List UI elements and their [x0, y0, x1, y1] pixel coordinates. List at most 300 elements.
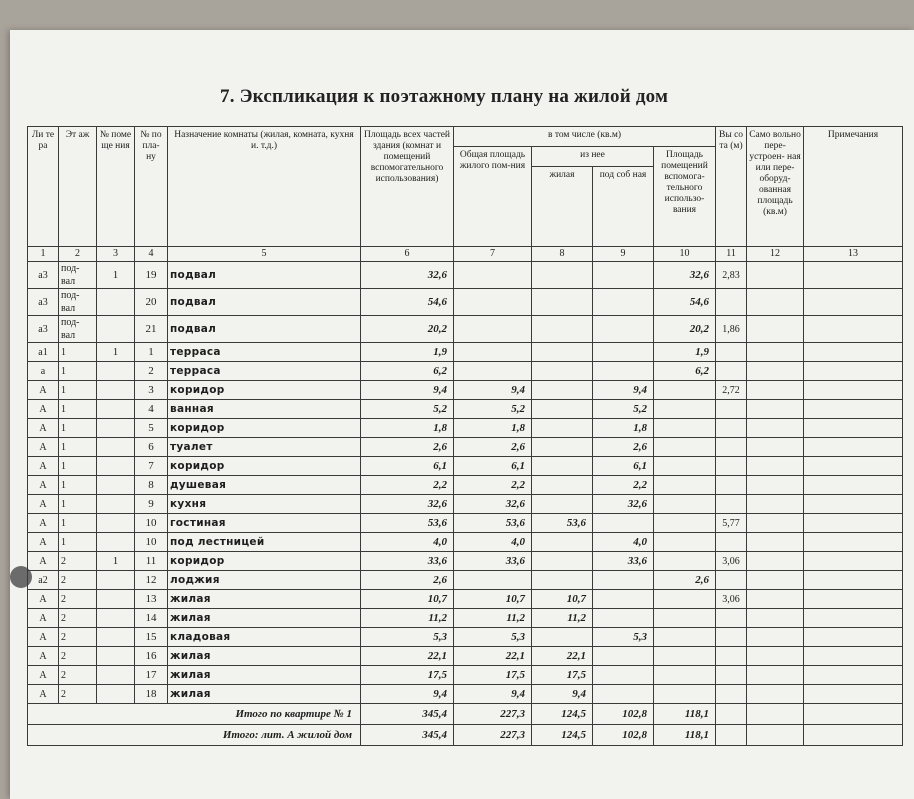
cell-height: 1,86 [716, 316, 747, 343]
explication-table [27, 126, 903, 746]
cell-general-area [454, 343, 532, 362]
cell-aux-use-area [654, 590, 716, 609]
cell-plan-number: 8 [135, 476, 168, 495]
cell-height [716, 666, 747, 685]
cell-room-number [97, 381, 135, 400]
cell-living-area: 53,6 [532, 514, 593, 533]
cell-floor: 2 [59, 666, 97, 685]
cell-notes [804, 590, 903, 609]
cell-plan-number: 19 [135, 262, 168, 289]
cell-aux-use-area [654, 495, 716, 514]
col-number: 12 [747, 247, 804, 262]
cell-notes [804, 457, 903, 476]
cell-notes [804, 362, 903, 381]
cell-litera: а [28, 362, 59, 381]
col-number: 6 [361, 247, 454, 262]
cell-litera: А [28, 400, 59, 419]
cell-litera: А [28, 552, 59, 571]
col-number: 7 [454, 247, 532, 262]
cell-living-area [532, 343, 593, 362]
cell-floor: 1 [59, 457, 97, 476]
cell-notes [804, 609, 903, 628]
cell-total-area: 1,9 [361, 343, 454, 362]
cell-plan-number: 13 [135, 590, 168, 609]
cell-general-area: 9,4 [454, 685, 532, 704]
cell-notes [804, 552, 903, 571]
table-row [28, 533, 903, 552]
cell-floor: 2 [59, 685, 97, 704]
cell-room-purpose: гостиная [168, 514, 361, 533]
apartment-total-label: Итого по квартире № 1 [28, 704, 361, 725]
cell-floor: 1 [59, 419, 97, 438]
table-row [28, 381, 903, 400]
cell-living-area [532, 400, 593, 419]
apartment-total-row [28, 704, 903, 725]
cell-room-purpose: душевая [168, 476, 361, 495]
cell-floor: 2 [59, 647, 97, 666]
col-header-9: под соб ная [593, 167, 654, 247]
col-number: 8 [532, 247, 593, 262]
cell-living-area [532, 571, 593, 590]
table-row [28, 590, 903, 609]
cell-plan-number: 7 [135, 457, 168, 476]
cell-litera: А [28, 495, 59, 514]
col-number: 9 [593, 247, 654, 262]
cell-notes [804, 533, 903, 552]
cell-redeveloped-area [747, 438, 804, 457]
cell-redeveloped-area [747, 400, 804, 419]
cell-notes [804, 685, 903, 704]
cell-plan-number: 2 [135, 362, 168, 381]
cell-plan-number: 11 [135, 552, 168, 571]
cell-total-area: 9,4 [361, 381, 454, 400]
cell-floor: 1 [59, 495, 97, 514]
cell-room-number [97, 400, 135, 419]
cell-living-area [532, 289, 593, 316]
cell-room-purpose: жилая [168, 685, 361, 704]
cell-room-purpose: коридор [168, 552, 361, 571]
column-numbers-row [28, 247, 903, 262]
cell-total-area: 5,2 [361, 400, 454, 419]
total-aux-use: 118,1 [654, 725, 716, 746]
total-living-area: 227,3 [454, 725, 532, 746]
cell-height [716, 571, 747, 590]
cell-room-purpose: жилая [168, 609, 361, 628]
cell-room-number [97, 685, 135, 704]
col-number: 5 [168, 247, 361, 262]
cell-auxiliary-area [593, 514, 654, 533]
cell-plan-number: 14 [135, 609, 168, 628]
cell-general-area [454, 571, 532, 590]
cell-room-number [97, 533, 135, 552]
table-row [28, 419, 903, 438]
cell-auxiliary-area [593, 262, 654, 289]
cell-litera: А [28, 457, 59, 476]
cell-auxiliary-area [593, 362, 654, 381]
cell-notes [804, 316, 903, 343]
col-number: 13 [804, 247, 903, 262]
cell-total-area: 6,1 [361, 457, 454, 476]
cell-height: 2,72 [716, 381, 747, 400]
cell-room-purpose: ванная [168, 400, 361, 419]
cell-room-number [97, 362, 135, 381]
cell-general-area [454, 362, 532, 381]
cell-general-area [454, 262, 532, 289]
table-row [28, 362, 903, 381]
col-header-group: в том числе (кв.м) [454, 127, 716, 147]
cell-room-number [97, 571, 135, 590]
table-row [28, 343, 903, 362]
total-living: 124,5 [532, 725, 593, 746]
cell-height: 3,06 [716, 590, 747, 609]
col-header-8: жилая [532, 167, 593, 247]
total-area: 345,4 [361, 704, 454, 725]
cell-auxiliary-area: 2,2 [593, 476, 654, 495]
cell-general-area: 5,2 [454, 400, 532, 419]
cell-total-area: 4,0 [361, 533, 454, 552]
cell-general-area: 17,5 [454, 666, 532, 685]
cell-litera: а1 [28, 343, 59, 362]
cell-room-purpose: жилая [168, 647, 361, 666]
cell-total-area: 33,6 [361, 552, 454, 571]
cell-total-area: 53,6 [361, 514, 454, 533]
cell-floor: 2 [59, 552, 97, 571]
cell-living-area [532, 381, 593, 400]
cell-general-area [454, 289, 532, 316]
cell-aux-use-area [654, 666, 716, 685]
cell-redeveloped-area [747, 514, 804, 533]
table-row [28, 289, 903, 316]
cell-auxiliary-area [593, 647, 654, 666]
cell-living-area: 9,4 [532, 685, 593, 704]
cell-floor: 1 [59, 362, 97, 381]
cell-aux-use-area [654, 647, 716, 666]
cell-plan-number: 16 [135, 647, 168, 666]
cell-room-number [97, 316, 135, 343]
cell-aux-use-area: 20,2 [654, 316, 716, 343]
cell-general-area: 5,3 [454, 628, 532, 647]
table-row [28, 552, 903, 571]
table-row [28, 647, 903, 666]
cell-room-number [97, 647, 135, 666]
cell-plan-number: 17 [135, 666, 168, 685]
cell-total-area: 32,6 [361, 495, 454, 514]
cell-room-purpose: лоджия [168, 571, 361, 590]
cell-room-purpose: под лестницей [168, 533, 361, 552]
cell-living-area [532, 362, 593, 381]
total-area: 345,4 [361, 725, 454, 746]
cell-litera: А [28, 438, 59, 457]
cell-auxiliary-area [593, 666, 654, 685]
cell-total-area: 6,2 [361, 362, 454, 381]
cell-total-area: 5,3 [361, 628, 454, 647]
cell-plan-number: 21 [135, 316, 168, 343]
col-number: 4 [135, 247, 168, 262]
cell-living-area [532, 316, 593, 343]
col-header-subgroup: из нее [532, 147, 654, 167]
cell-general-area: 9,4 [454, 381, 532, 400]
cell-room-number [97, 476, 135, 495]
cell-auxiliary-area [593, 289, 654, 316]
cell-total-area: 9,4 [361, 685, 454, 704]
cell-notes [804, 514, 903, 533]
cell-room-number: 1 [97, 552, 135, 571]
cell-auxiliary-area: 5,3 [593, 628, 654, 647]
cell-redeveloped-area [747, 590, 804, 609]
cell-height [716, 685, 747, 704]
cell-room-number [97, 419, 135, 438]
table-row [28, 571, 903, 590]
cell-total-area: 2,6 [361, 438, 454, 457]
cell-height [716, 419, 747, 438]
table-row [28, 628, 903, 647]
cell-general-area: 1,8 [454, 419, 532, 438]
cell-redeveloped-area [747, 533, 804, 552]
cell-redeveloped-area [747, 419, 804, 438]
cell-total-area: 2,6 [361, 571, 454, 590]
cell-floor: 1 [59, 343, 97, 362]
cell-living-area [532, 457, 593, 476]
cell-aux-use-area [654, 685, 716, 704]
cell-plan-number: 20 [135, 289, 168, 316]
col-header-6: Площадь всех частей здания (комнат и помещений вспомогательного использования) [361, 127, 454, 247]
cell-notes [804, 419, 903, 438]
cell-aux-use-area [654, 609, 716, 628]
col-number: 3 [97, 247, 135, 262]
cell-litera: А [28, 514, 59, 533]
cell-total-area: 32,6 [361, 262, 454, 289]
total-living: 124,5 [532, 704, 593, 725]
cell-aux-use-area [654, 552, 716, 571]
cell-auxiliary-area: 6,1 [593, 457, 654, 476]
col-header-10: Площадь помещений вспомога- тельного использо- вания [654, 147, 716, 247]
cell-redeveloped-area [747, 685, 804, 704]
cell-aux-use-area [654, 381, 716, 400]
cell-floor: 1 [59, 381, 97, 400]
cell-room-number [97, 514, 135, 533]
cell-notes [804, 571, 903, 590]
table-row [28, 514, 903, 533]
cell-aux-use-area: 6,2 [654, 362, 716, 381]
col-header-13: Примечания [804, 127, 903, 247]
cell-litera: А [28, 685, 59, 704]
cell-room-purpose: подвал [168, 316, 361, 343]
building-total-row [28, 725, 903, 746]
cell-litera: А [28, 381, 59, 400]
cell-litera: А [28, 476, 59, 495]
cell-room-purpose: кухня [168, 495, 361, 514]
cell-room-number: 1 [97, 262, 135, 289]
col-header-3: № поме ще ния [97, 127, 135, 247]
cell-floor: 2 [59, 571, 97, 590]
total-aux-use: 118,1 [654, 704, 716, 725]
cell-floor: 1 [59, 533, 97, 552]
col-number: 10 [654, 247, 716, 262]
cell-height [716, 362, 747, 381]
cell-notes [804, 666, 903, 685]
cell-floor: 2 [59, 609, 97, 628]
table-row [28, 476, 903, 495]
table-row [28, 262, 903, 289]
cell-auxiliary-area: 33,6 [593, 552, 654, 571]
cell-height [716, 343, 747, 362]
cell-total-area: 11,2 [361, 609, 454, 628]
cell-room-number [97, 628, 135, 647]
cell-plan-number: 15 [135, 628, 168, 647]
cell-height [716, 609, 747, 628]
cell-redeveloped-area [747, 381, 804, 400]
table-row [28, 685, 903, 704]
cell-auxiliary-area [593, 590, 654, 609]
cell-notes [804, 381, 903, 400]
cell-room-purpose: коридор [168, 457, 361, 476]
cell-floor: под- вал [59, 316, 97, 343]
cell-auxiliary-area [593, 343, 654, 362]
cell-auxiliary-area: 9,4 [593, 381, 654, 400]
cell-notes [804, 400, 903, 419]
cell-litera: А [28, 628, 59, 647]
cell-floor: под- вал [59, 262, 97, 289]
total-living-area: 227,3 [454, 704, 532, 725]
table-row [28, 438, 903, 457]
cell-aux-use-area [654, 533, 716, 552]
cell-notes [804, 438, 903, 457]
cell-plan-number: 10 [135, 533, 168, 552]
cell-general-area: 32,6 [454, 495, 532, 514]
cell-redeveloped-area [747, 476, 804, 495]
cell-redeveloped-area [747, 343, 804, 362]
table-row [28, 400, 903, 419]
cell-aux-use-area: 2,6 [654, 571, 716, 590]
document-title: 7. Экспликация к поэтажному плану на жилой дом [220, 86, 669, 107]
table-row [28, 666, 903, 685]
cell-height [716, 438, 747, 457]
cell-general-area: 2,6 [454, 438, 532, 457]
cell-room-purpose: терраса [168, 343, 361, 362]
cell-floor: 2 [59, 628, 97, 647]
cell-room-number [97, 289, 135, 316]
col-header-2: Эт аж [59, 127, 97, 247]
total-auxiliary: 102,8 [593, 725, 654, 746]
cell-litera: А [28, 419, 59, 438]
cell-total-area: 10,7 [361, 590, 454, 609]
cell-height: 5,77 [716, 514, 747, 533]
cell-aux-use-area: 1,9 [654, 343, 716, 362]
cell-aux-use-area [654, 419, 716, 438]
col-number: 1 [28, 247, 59, 262]
cell-general-area: 11,2 [454, 609, 532, 628]
building-total-label: Итого: лит. А жилой дом [28, 725, 361, 746]
cell-general-area: 33,6 [454, 552, 532, 571]
cell-notes [804, 262, 903, 289]
cell-auxiliary-area: 4,0 [593, 533, 654, 552]
cell-litera: А [28, 609, 59, 628]
cell-plan-number: 3 [135, 381, 168, 400]
cell-auxiliary-area [593, 609, 654, 628]
cell-general-area: 6,1 [454, 457, 532, 476]
cell-litera: а3 [28, 316, 59, 343]
cell-living-area [532, 628, 593, 647]
cell-notes [804, 289, 903, 316]
cell-general-area [454, 316, 532, 343]
cell-living-area: 11,2 [532, 609, 593, 628]
cell-redeveloped-area [747, 289, 804, 316]
cell-redeveloped-area [747, 262, 804, 289]
col-header-12: Само вольно пере- устроен- ная или пере- оборуд- ованная площадь (кв.м) [747, 127, 804, 247]
cell-notes [804, 476, 903, 495]
cell-litera: а3 [28, 262, 59, 289]
cell-room-purpose: терраса [168, 362, 361, 381]
cell-room-number [97, 438, 135, 457]
cell-room-purpose: подвал [168, 289, 361, 316]
cell-auxiliary-area [593, 685, 654, 704]
cell-aux-use-area: 32,6 [654, 262, 716, 289]
cell-redeveloped-area [747, 666, 804, 685]
cell-redeveloped-area [747, 457, 804, 476]
cell-redeveloped-area [747, 571, 804, 590]
cell-aux-use-area [654, 400, 716, 419]
cell-litera: а3 [28, 289, 59, 316]
cell-general-area: 2,2 [454, 476, 532, 495]
cell-redeveloped-area [747, 647, 804, 666]
cell-living-area [532, 533, 593, 552]
table-row [28, 609, 903, 628]
cell-height: 3,06 [716, 552, 747, 571]
cell-living-area [532, 419, 593, 438]
cell-redeveloped-area [747, 362, 804, 381]
cell-living-area [532, 476, 593, 495]
cell-plan-number: 9 [135, 495, 168, 514]
table-row [28, 495, 903, 514]
cell-living-area [532, 552, 593, 571]
cell-notes [804, 628, 903, 647]
col-header-11: Вы со та (м) [716, 127, 747, 247]
document-sheet [10, 30, 914, 799]
cell-auxiliary-area: 1,8 [593, 419, 654, 438]
cell-height [716, 647, 747, 666]
cell-general-area: 4,0 [454, 533, 532, 552]
cell-height [716, 289, 747, 316]
cell-plan-number: 1 [135, 343, 168, 362]
cell-height [716, 400, 747, 419]
cell-redeveloped-area [747, 495, 804, 514]
table-row [28, 316, 903, 343]
cell-living-area [532, 438, 593, 457]
cell-auxiliary-area: 32,6 [593, 495, 654, 514]
cell-redeveloped-area [747, 628, 804, 647]
cell-room-number [97, 590, 135, 609]
total-auxiliary: 102,8 [593, 704, 654, 725]
cell-plan-number: 18 [135, 685, 168, 704]
cell-living-area [532, 495, 593, 514]
cell-general-area: 10,7 [454, 590, 532, 609]
cell-aux-use-area [654, 628, 716, 647]
cell-living-area [532, 262, 593, 289]
cell-total-area: 20,2 [361, 316, 454, 343]
cell-notes [804, 495, 903, 514]
cell-plan-number: 4 [135, 400, 168, 419]
col-header-1: Ли те ра [28, 127, 59, 247]
cell-aux-use-area [654, 457, 716, 476]
cell-room-number [97, 495, 135, 514]
cell-height [716, 476, 747, 495]
cell-floor: под- вал [59, 289, 97, 316]
cell-plan-number: 10 [135, 514, 168, 533]
cell-litera: А [28, 533, 59, 552]
cell-height [716, 628, 747, 647]
cell-aux-use-area [654, 476, 716, 495]
header-row-1 [28, 127, 903, 147]
